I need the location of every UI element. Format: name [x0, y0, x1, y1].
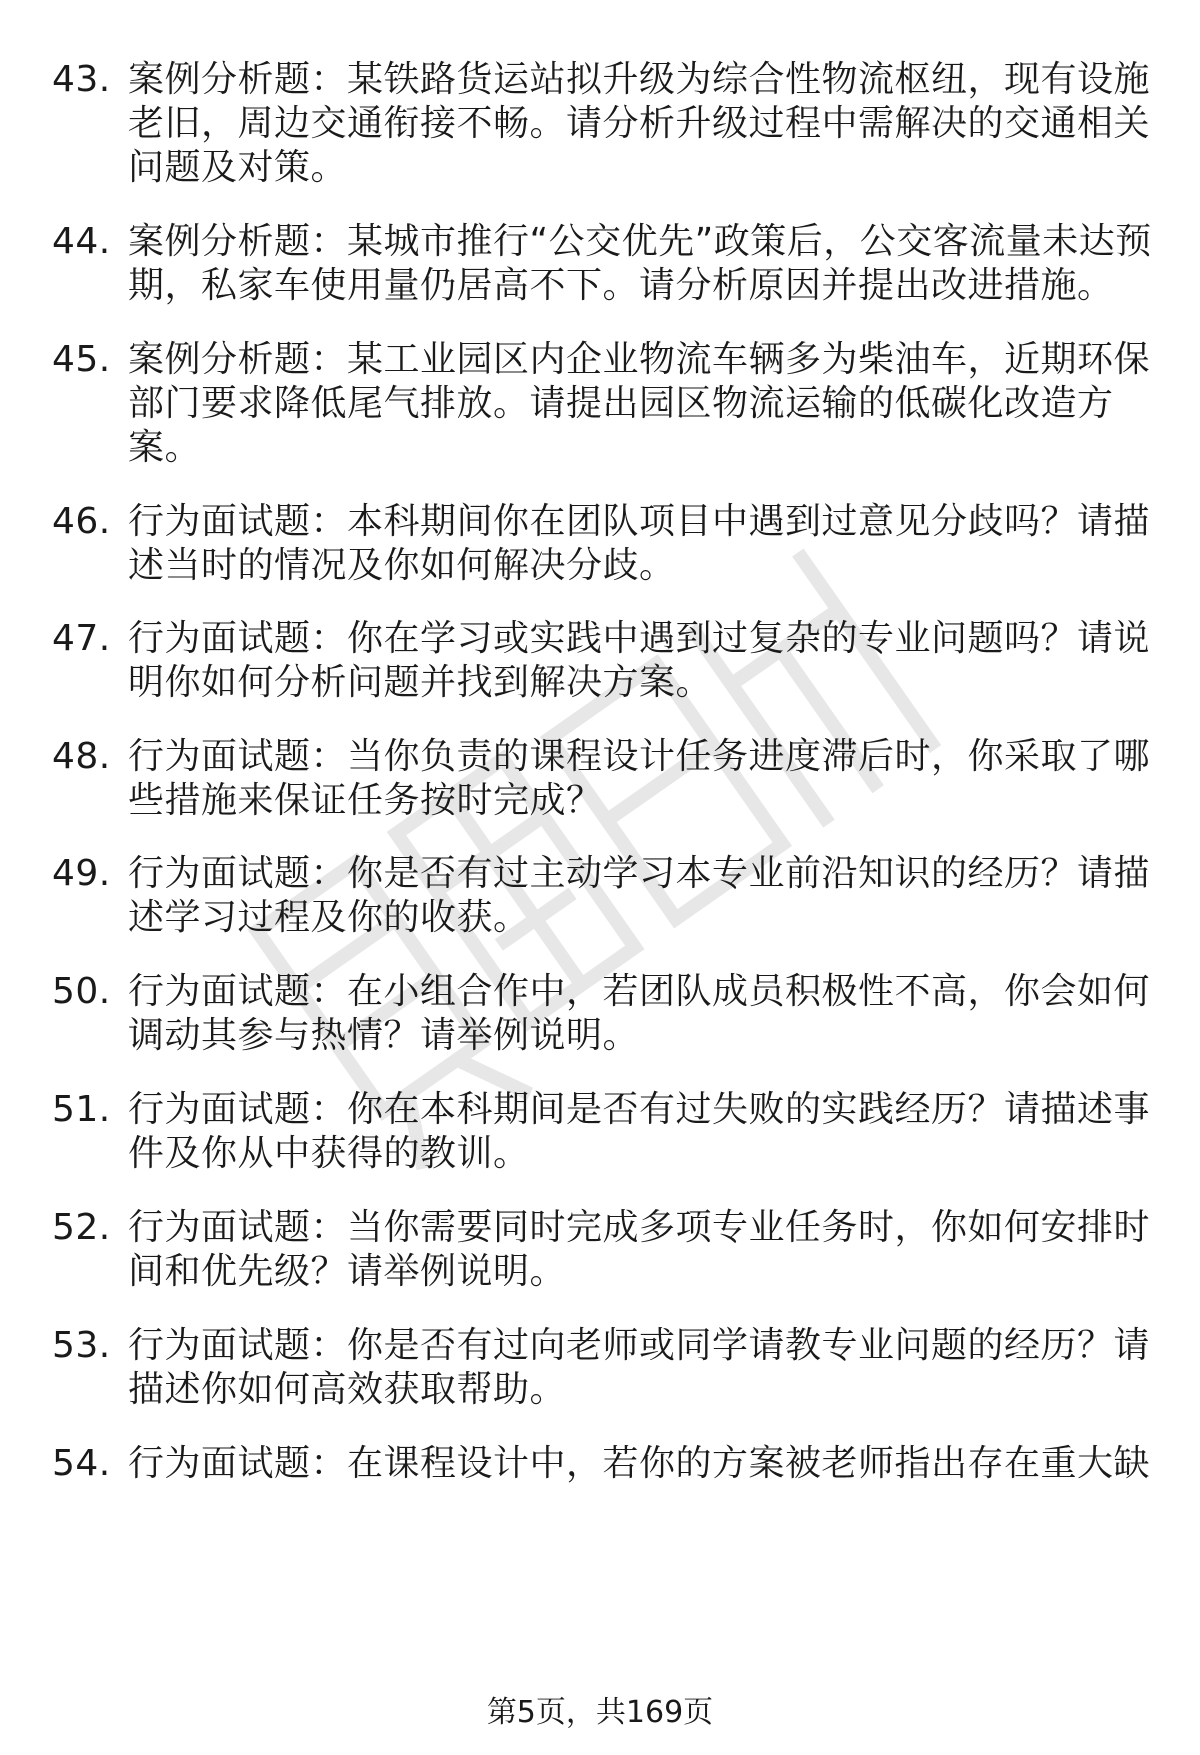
question-text: 案例分析题：某铁路货运站拟升级为综合性物流枢纽，现有设施老旧，周边交通衔接不畅。请分析升级过程中需解决的交通相关问题及对策。 [128, 59, 1151, 188]
question-item [52, 500, 1152, 588]
question-number: 47. [52, 618, 111, 659]
question-item [52, 220, 1152, 308]
question-item [52, 1442, 1152, 1486]
question-text: 行为面试题：在课程设计中，若你的方案被老师指出存在重大缺 [128, 1443, 1151, 1484]
question-number: 52. [52, 1207, 111, 1248]
question-text: 行为面试题：本科期间你在团队项目中遇到过意见分歧吗？请描述当时的情况及你如何解决分歧。 [128, 501, 1151, 586]
question-text: 行为面试题：你在本科期间是否有过失败的实践经历？请描述事件及你从中获得的教训。 [128, 1089, 1151, 1174]
question-text: 行为面试题：在小组合作中，若团队成员积极性不高，你会如何调动其参与热情？请举例说明。 [128, 971, 1151, 1056]
question-number: 49. [52, 853, 111, 894]
question-number: 43. [52, 59, 111, 100]
question-number: 54. [52, 1443, 111, 1484]
question-number: 53. [52, 1325, 111, 1366]
page-footer [0, 1693, 1200, 1733]
question-item [52, 1206, 1152, 1294]
question-text: 案例分析题：某城市推行“公交优先”政策后，公交客流量未达预期，私家车使用量仍居高不下。请分析原因并提出改进措施。 [128, 221, 1152, 306]
question-number: 48. [52, 736, 111, 777]
question-number: 46. [52, 501, 111, 542]
question-item [52, 1088, 1152, 1176]
question-number: 44. [52, 221, 111, 262]
question-text: 行为面试题：当你需要同时完成多项专业任务时，你如何安排时间和优先级？请举例说明。 [128, 1207, 1151, 1292]
question-text: 案例分析题：某工业园区内企业物流车辆多为柴油车，近期环保部门要求降低尾气排放。请提出园区物流运输的低碳化改造方案。 [128, 339, 1151, 468]
question-text: 行为面试题：你是否有过主动学习本专业前沿知识的经历？请描述学习过程及你的收获。 [128, 853, 1151, 938]
question-text: 行为面试题：当你负责的课程设计任务进度滞后时，你采取了哪些措施来保证任务按时完成？ [128, 736, 1151, 821]
question-item [52, 1324, 1152, 1412]
question-item [52, 338, 1152, 470]
question-number: 45. [52, 339, 111, 380]
question-number: 50. [52, 971, 111, 1012]
question-item [52, 617, 1152, 705]
page-number-label: 第5页，共169页 [486, 1695, 714, 1730]
question-number: 51. [52, 1089, 111, 1130]
question-item [52, 735, 1152, 823]
question-item [52, 970, 1152, 1058]
question-item [52, 58, 1152, 190]
question-text: 行为面试题：你在学习或实践中遇到过复杂的专业问题吗？请说明你如何分析问题并找到解决方案。 [128, 618, 1151, 703]
question-text: 行为面试题：你是否有过向老师或同学请教专业问题的经历？请描述你如何高效获取帮助。 [128, 1325, 1151, 1410]
question-item [52, 852, 1152, 940]
